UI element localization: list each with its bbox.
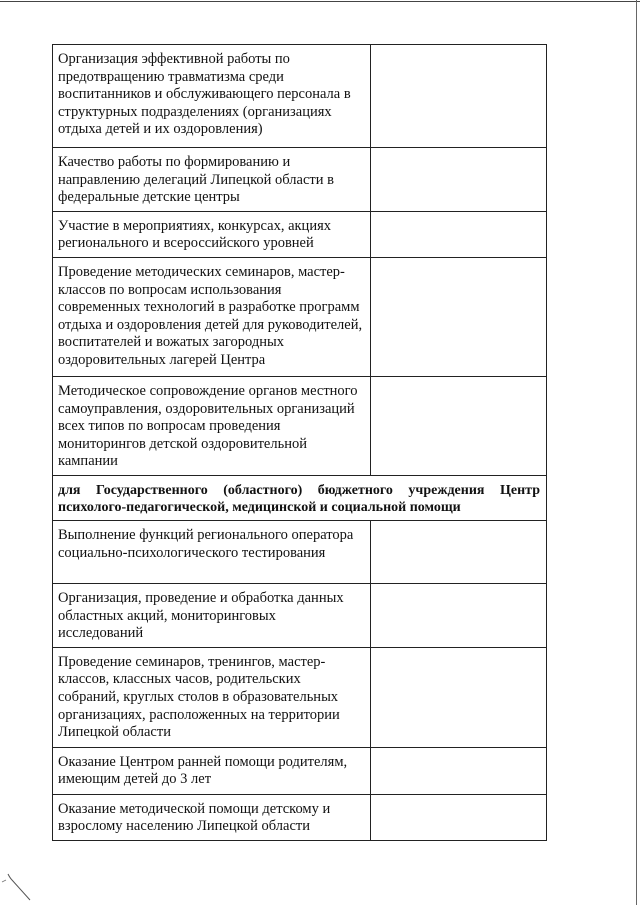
section-header: для Государственного (областного) бюджетного учреждения Центр психолого-педагогической, медицинской и социальной помощи <box>53 475 547 520</box>
criterion-cell: Проведение методических семинаров, мастер-классов по вопросам использования современных технологий в разработке программ отдыха и оздоровления детей для руководителей, воспитателей и вожатых загородных оздоровительных лагерей Центра <box>53 257 371 376</box>
value-cell <box>371 376 547 475</box>
table-row <box>53 747 547 794</box>
value-cell <box>371 45 547 148</box>
criterion-cell: Организация эффективной работы по предотвращению травматизма среди воспитанников и обслуживающего персонала в структурных подразделениях (организациях отдыха детей и их оздоровления) <box>53 45 371 148</box>
value-cell <box>371 211 547 257</box>
table-row <box>53 647 547 747</box>
table-row <box>53 376 547 475</box>
table-row <box>53 45 547 148</box>
criterion-cell: Проведение семинаров, тренингов, мастер-классов, классных часов, родительских собраний, круглых столов в образовательных организациях, расположенных на территории Липецкой области <box>53 647 371 747</box>
criterion-cell: Оказание Центром ранней помощи родителям, имеющим детей до 3 лет <box>53 747 371 794</box>
criterion-cell: Качество работы по формированию и направлению делегаций Липецкой области в федеральные детские центры <box>53 148 371 212</box>
table-row <box>53 583 547 647</box>
criterion-cell: Оказание методической помощи детскому и взрослому населению Липецкой области <box>53 794 371 840</box>
criterion-cell: Методическое сопровождение органов местного самоуправления, оздоровительных организаций всех типов по вопросам проведения мониторингов детской оздоровительной кампании <box>53 376 371 475</box>
value-cell <box>371 794 547 840</box>
section-header-row <box>53 475 547 520</box>
value-cell <box>371 647 547 747</box>
criterion-cell: Организация, проведение и обработка данных областных акций, мониторинговых исследований <box>53 583 371 647</box>
criteria-table <box>52 44 547 841</box>
table-row <box>53 211 547 257</box>
value-cell <box>371 583 547 647</box>
pen-stroke-mark <box>0 860 40 905</box>
table-row <box>53 257 547 376</box>
table-row <box>53 148 547 212</box>
value-cell <box>371 257 547 376</box>
table-row <box>53 794 547 840</box>
page-top-border <box>0 1 640 2</box>
table-row <box>53 520 547 583</box>
criterion-cell: Выполнение функций регионального оператора социально-психологического тестирования <box>53 520 371 583</box>
criterion-cell: Участие в мероприятиях, конкурсах, акциях регионального и всероссийского уровней <box>53 211 371 257</box>
value-cell <box>371 747 547 794</box>
value-cell <box>371 148 547 212</box>
page-right-border <box>636 0 637 905</box>
value-cell <box>371 520 547 583</box>
